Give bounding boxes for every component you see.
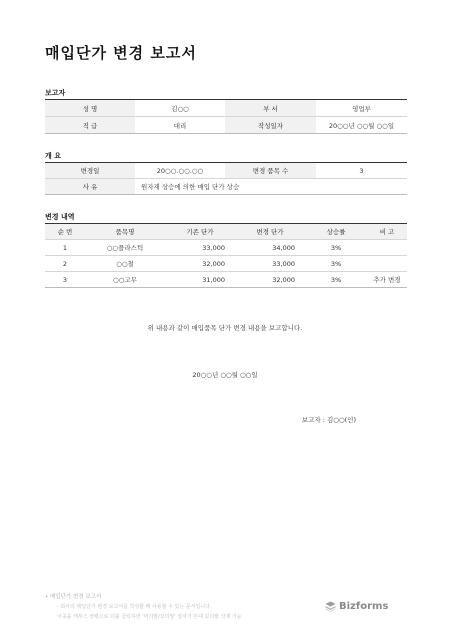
table-row xyxy=(45,163,407,179)
brand-name: Bizforms xyxy=(339,601,389,612)
date-label: 작성일자 xyxy=(225,117,316,134)
footer-description: - 회사의 매입단가 변경 보고서를 작성할 때 사용할 수 있는 문서입니다. xyxy=(57,604,212,610)
header-seq: 순 번 xyxy=(45,224,85,240)
change-count-label: 변경 품목 수 xyxy=(225,163,316,179)
dept-value: 영업부 xyxy=(316,100,407,117)
cell-increase: 3% xyxy=(305,256,367,272)
cell-old-price: 31,000 xyxy=(165,272,235,288)
header-increase: 상승률 xyxy=(305,224,367,240)
overview-table xyxy=(45,162,407,195)
table-row xyxy=(45,117,407,134)
cell-item: ○○고무 xyxy=(85,272,165,288)
signature-date: 20○○년 ○○월 ○○일 xyxy=(192,371,258,379)
position-value: 대리 xyxy=(135,117,225,134)
name-value: 김○○ xyxy=(135,100,225,117)
name-label: 성 명 xyxy=(45,100,135,117)
footer-hint: 이곳을 캐부스 정렬으로 더블 클릭하면 '머리말/꼬리말' 상자가 뜬대 꼬리말 삭제 가능 xyxy=(57,614,242,620)
change-date-label: 변경일 xyxy=(45,163,135,179)
table-row xyxy=(45,179,407,195)
table-row xyxy=(45,272,407,288)
header-old-price: 기존 단가 xyxy=(165,224,235,240)
cell-seq: 1 xyxy=(45,240,85,256)
bizforms-logo-icon xyxy=(325,601,336,612)
change-count-value: 3 xyxy=(316,163,407,179)
cell-note: 추가 변경 xyxy=(367,272,407,288)
cell-old-price: 32,000 xyxy=(165,256,235,272)
document-title: 매입단가 변경 보고서 xyxy=(45,44,197,62)
reason-value: 원자재 상승에 의한 매입 단가 상승 xyxy=(135,179,407,195)
section-label-reporter: 보고자 xyxy=(45,89,66,97)
cell-note xyxy=(367,256,407,272)
cell-seq: 3 xyxy=(45,272,85,288)
section-label-overview: 개 요 xyxy=(45,152,61,160)
reporter-table xyxy=(45,99,407,134)
table-row xyxy=(45,256,407,272)
table-row xyxy=(45,100,407,117)
cell-new-price: 34,000 xyxy=(235,240,305,256)
header-note: 비 고 xyxy=(367,224,407,240)
changes-table xyxy=(45,223,407,288)
section-label-changes: 변경 내역 xyxy=(45,213,75,221)
cell-new-price: 32,000 xyxy=(235,272,305,288)
cell-new-price: 33,000 xyxy=(235,256,305,272)
cell-item: ○○철 xyxy=(85,256,165,272)
cell-note xyxy=(367,240,407,256)
brand-logo xyxy=(325,601,388,612)
table-header-row xyxy=(45,224,407,240)
cell-increase: 3% xyxy=(305,240,367,256)
reason-label: 사 유 xyxy=(45,179,135,195)
report-statement: 위 내용과 같이 매입품목 단가 변경 내용을 보고합니다. xyxy=(147,324,303,332)
cell-increase: 3% xyxy=(305,272,367,288)
footer-title: • 매입단가 변경 보고서 xyxy=(45,594,102,600)
cell-seq: 2 xyxy=(45,256,85,272)
header-item: 품목명 xyxy=(85,224,165,240)
position-label: 직 급 xyxy=(45,117,135,134)
dept-label: 부 서 xyxy=(225,100,316,117)
header-new-price: 변경 단가 xyxy=(235,224,305,240)
table-row xyxy=(45,240,407,256)
reporter-signature: 보고자 : 김○○(인) xyxy=(301,416,356,424)
change-date-value: 20○○.○○.○○ xyxy=(135,163,225,179)
cell-old-price: 33,000 xyxy=(165,240,235,256)
date-value: 20○○년 ○○월 ○○일 xyxy=(316,117,407,134)
cell-item: ○○플라스틱 xyxy=(85,240,165,256)
